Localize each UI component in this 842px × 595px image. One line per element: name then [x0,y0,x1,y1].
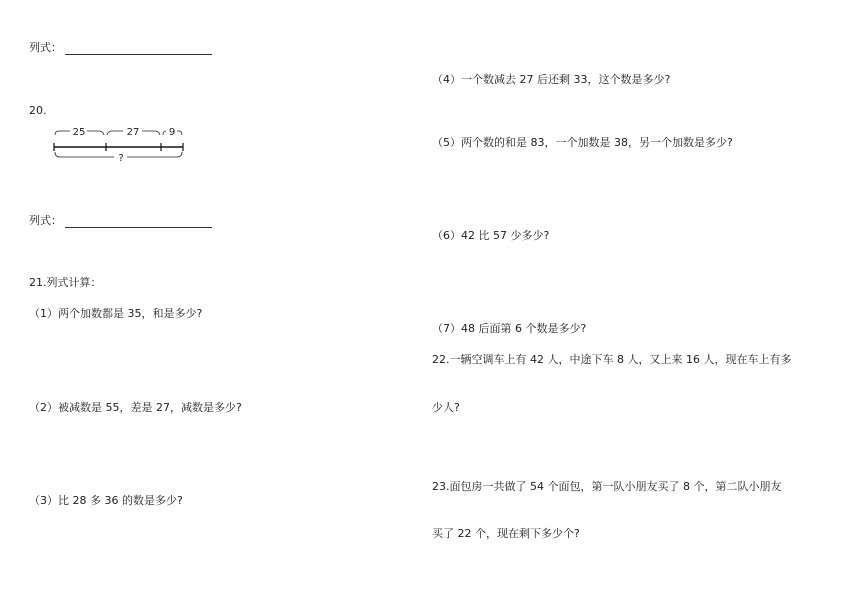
brace-seg2-left [107,131,123,135]
segment-label-2: 27 [126,127,140,138]
brace-seg3-right [177,131,182,135]
question-21-title: 21.列式计算： [29,276,102,289]
question-23-line-1: 23.面包房一共做了 54 个面包，第一队小朋友买了 8 个，第二队小朋友 [432,480,782,493]
question-21-item-2: （2）被减数是 55，差是 27，减数是多少? [29,401,242,414]
brace-seg1-left [55,131,70,135]
question-21-item-6: （6）42 比 57 少多少? [432,229,550,242]
question-20-number: 20. [29,104,47,117]
question-23-line-2: 买了 22 个，现在剩下多少个? [432,527,580,540]
segment-label-3: 9 [168,127,176,138]
formula-answer-line-2[interactable] [65,227,212,228]
question-21-item-4: （4）一个数减去 27 后还剩 33，这个数是多少? [432,73,671,86]
brace-seg2-right [142,131,160,135]
segment-label-1: 25 [72,127,86,138]
brace-seg1-right [87,131,104,135]
total-label: ? [118,153,124,164]
brace-total-left [55,152,114,157]
question-21-item-7: （7）48 后面第 6 个数是多少? [432,322,587,335]
formula-label-2: 列式： [29,214,62,227]
question-21-item-5: （5）两个数的和是 83，一个加数是 38，另一个加数是多少? [432,136,733,149]
brace-seg3-left [163,131,166,135]
question-21-item-3: （3）比 28 多 36 的数是多少? [29,494,183,507]
line-segment-diagram [50,124,190,168]
brace-total-right [127,152,182,157]
question-22-line-1: 22.一辆空调车上有 42 人，中途下车 8 人，又上来 16 人，现在车上有多 [432,353,792,366]
question-22-line-2: 少人? [432,401,460,414]
question-21-item-1: （1）两个加数都是 35，和是多少? [29,307,203,320]
formula-answer-line-1[interactable] [65,54,212,55]
formula-label-1: 列式： [29,41,62,54]
